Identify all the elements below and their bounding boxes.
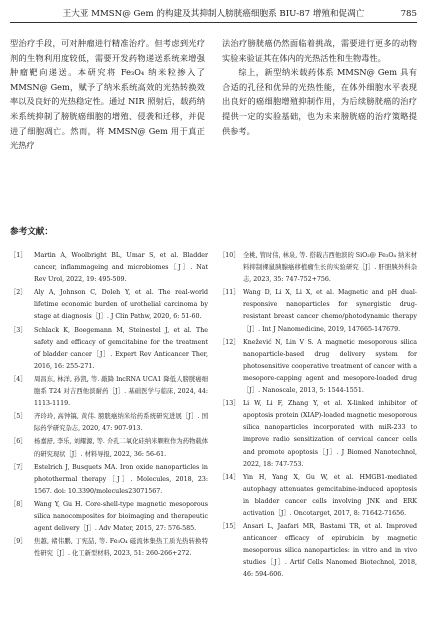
- reference-item: [219, 250, 417, 286]
- reference-number: ［12］: [219, 338, 240, 346]
- page-number: 785: [400, 9, 417, 19]
- reference-text: Li W, Li F, Zhang Y, et al. X-linked inhibitor of apoptosis protein (XIAP)-loaded magnetic mesoporous silica nanoparticles incorporated with miR-233 to improve radio sensitization of cervical cancer cells and promote apoptosis［J］. J Biomed Nanotechnol, 2022, 18: 747-753.: [243, 400, 417, 468]
- reference-item: [10, 436, 208, 460]
- reference-number: ［7］: [10, 463, 27, 471]
- body-text: [10, 36, 417, 194]
- reference-text: 杨嘉舒, 李乐, 刘耀源, 等. 介孔二氧化硅纳米颗粒作为药物载体的研究现状［J］. 材料导报, 2022, 36: 56-61.: [34, 438, 208, 458]
- reference-item: [10, 250, 208, 286]
- reference-text: Estelrich J, Busquets MA. Iron oxide nanoparticles in photothermal therapy［J］. Molecules, 2018, 23: 1567. doi: 10.3390/molecules23071567.: [34, 463, 208, 495]
- reference-number: ［4］: [10, 375, 27, 383]
- reference-item: [219, 287, 417, 335]
- reference-number: ［8］: [10, 500, 27, 508]
- reference-number: ［5］: [10, 413, 27, 421]
- references-column-right: [219, 250, 417, 583]
- running-title: 王大亚 MMSN@ Gem 的构建及其抑制人膀胱癌细胞系 BIU-87 增殖和促凋亡: [62, 9, 365, 19]
- references-list: [10, 250, 417, 620]
- reference-item: [10, 462, 208, 498]
- reference-text: 周昌东, 林洋, 孙凯, 等. 敲降 lncRNA UCA1 降低人膀胱癌细胞系 T24 对吉西他滨耐药［J］. 基础医学与临床, 2024, 44: 1113-1119.: [34, 375, 208, 408]
- reference-number: ［11］: [219, 289, 240, 297]
- reference-text: Knežević N, Lin V S. A magnetic mesoporous silica nanoparticle-based drug delivery system for photosensitive cooperative treatment of cancer with a mesopore-capping agent and mesopore-loaded drug［J］. Nanoscale, 2013, 5: 1544-1551.: [243, 338, 417, 395]
- reference-item: [219, 337, 417, 397]
- reference-item: [219, 521, 417, 581]
- reference-number: ［1］: [10, 252, 27, 259]
- reference-text: Aly A, Johnson C, Doleh Y, et al. The real-world lifetime economic burden of urothelial carcinoma by stage at diagnosis［J］. J Clin Pathw, 2020, 6: 51-60.: [34, 289, 208, 321]
- reference-text: Wang D, Li X, Li X, et al. Magnetic and pH dual-responsive nanoparticles for synergistic drug-resistant breast cancer chemo/photodynamic therapy［J］. Int J Nanomedicine, 2019, 147665-147679.: [243, 289, 417, 333]
- reference-number: ［6］: [10, 438, 27, 446]
- paragraph: 型治疗手段，可对肿瘤进行精准治疗。但考虑到光疗剂的生物利用度较低，需要开发药物递送系统来增强肿瘤靶向递送。本研究将 Fe₃O₄ 纳米粒掺入了 MMSN@ Gem，赋予了纳米系统高效的光热转换效率以及良好的光热稳定性。通过 NIR 照射后，载药纳米系统抑制了膀胱癌细胞的增殖、侵袭和迁移，并促进了细胞凋亡。然而，将 MMSN@ Gem 用于真正光热疗: [10, 38, 205, 151]
- references-column-left: [10, 250, 208, 561]
- reference-item: [10, 325, 208, 373]
- reference-number: ［10］: [219, 252, 240, 259]
- running-header: [10, 6, 417, 23]
- reference-text: 焦越, 褚伟鹏, 丁宪喆, 等. Fe₃O₄ 磁流体集热工质光热转换特性研究［J］. 化工新型材料, 2023, 51: 260-266+272.: [34, 538, 208, 558]
- reference-item: [10, 499, 208, 535]
- reference-text: Martin A, Woolbright BL, Umar S, et al. Bladder cancer, inflammageing and microbiomes［J］. Nat Rev Urol, 2022, 19: 495-509.: [34, 252, 208, 284]
- reference-number: ［3］: [10, 326, 27, 334]
- references-heading: 参考文献：: [10, 227, 53, 237]
- reference-item: [10, 536, 208, 560]
- reference-item: [219, 398, 417, 471]
- reference-item: [10, 287, 208, 323]
- body-column-left: [10, 36, 205, 153]
- reference-number: ［2］: [10, 289, 27, 297]
- reference-text: 全桃, 管时伟, 林泉, 等. 搭载吉西他滨的 SiO₂@ Fe₃O₄ 纳米材料抑制裸鼠胰腺癌移植瘤生长的实验研究［J］. 肝胆胰外科杂志, 2023, 35: 747-752+756.: [243, 252, 417, 284]
- paragraph: 综上，新型纳米载药体系 MMSN@ Gem 具有合适的孔径和优异的光热性能，在体外细胞水平表现出良好的癌细胞增殖抑制作用，为后续膀胱癌的治疗提供一定的实验基础，也为未来膀胱癌的治疗策略提供参考。: [222, 67, 417, 136]
- reference-number: ［15］: [219, 523, 240, 531]
- reference-item: [10, 374, 208, 410]
- reference-item: [10, 411, 208, 435]
- body-column-right: [222, 36, 417, 138]
- paragraph: 法治疗膀胱癌仍然面临着挑战，需要进行更多的动物实验来验证其在体内的光热活性和生物毒性。: [222, 38, 417, 63]
- reference-text: 齐玲玲, 高钟镐, 黄伟. 膀胱癌纳米给药系统研究进展［J］. 国际药学研究杂志, 2020, 47: 907-913.: [34, 413, 208, 433]
- reference-number: ［14］: [219, 473, 240, 481]
- reference-item: [219, 472, 417, 520]
- reference-text: Ansari L, Jaafari MR, Bastami TR, et al. Improved anticancer efficacy of epirubicin by magnetic mesoporous silica nanoparticles: in vitro and in vivo studies［J］. Artif Cells Nanomed Biotechnol, 2018, 46: 594-606.: [243, 523, 417, 579]
- reference-text: Schlack K, Boegemann M, Steinestel J, et al. The safety and efficacy of gemcitabine for the treatment of bladder cancer［J］. Expert Rev Anticancer Ther, 2016, 16: 255-271.: [34, 326, 208, 370]
- reference-text: Yin H, Yang X, Gu W, et al. HMGB1-mediated autophagy attenuates gemcitabine-induced apoptosis in bladder cancer cells involving JNK and ERK activation［J］. Oncotarget, 2017, 8: 71642-71656.: [243, 473, 417, 517]
- reference-number: ［13］: [219, 400, 240, 408]
- reference-number: ［9］: [10, 538, 27, 546]
- reference-text: Wang Y, Gu H. Core-shell-type magnetic mesoporous silica nanocomposites for bioimaging and therapeutic agent delivery［J］. Adv Mater, 2015, 27: 576-585.: [34, 500, 208, 533]
